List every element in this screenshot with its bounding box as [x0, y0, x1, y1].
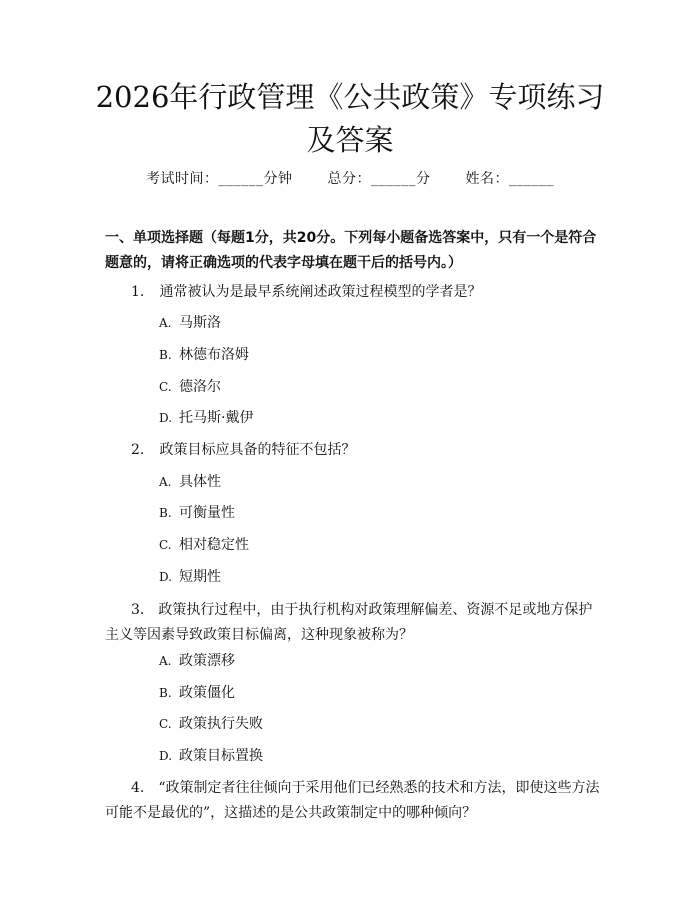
option-1c [159, 377, 221, 397]
option-text: 相对稳定性 [179, 537, 249, 553]
option-letter: D. [159, 570, 173, 584]
option-letter: B. [159, 348, 172, 362]
option-text: 政策漂移 [179, 653, 235, 669]
question-text: 通常被认为是最早系统阐述政策过程模型的学者是？ [159, 284, 482, 300]
option-1d [159, 408, 253, 428]
option-letter: B. [159, 506, 172, 520]
question-text: 政策目标应具备的特征不包括？ [159, 442, 356, 458]
option-3c [159, 714, 263, 734]
exam-info [0, 168, 700, 188]
question-number: 1. [131, 284, 145, 300]
option-1a [159, 313, 221, 333]
option-text: 可衡量性 [179, 505, 235, 521]
option-text: 托马斯·戴伊 [179, 410, 254, 426]
option-2b [159, 503, 235, 523]
question-number: 2. [131, 442, 145, 458]
option-3d [159, 746, 263, 766]
option-text: 政策目标置换 [179, 748, 263, 764]
option-letter: C. [159, 380, 172, 394]
option-text: 政策执行失败 [179, 716, 263, 732]
option-3b [159, 683, 235, 703]
section-heading: 一、单项选择题（每题1分，共20分。下列每小题备选答案中，只有一个是符合题意的，请将正确选项的代表字母填在题干后的括号内。） [105, 230, 597, 271]
option-1b [159, 345, 249, 365]
option-letter: C. [159, 538, 172, 552]
option-text: 具体性 [179, 474, 221, 490]
option-2c [159, 535, 249, 555]
question-3: 3. 政策执行过程中，由于执行机构对政策理解偏差、资源不足或地方保护主义等因素导致政策目标偏离，这种现象被称为？ [105, 602, 593, 643]
document-title: 2026年行政管理《公共政策》专项练习及答案 [95, 80, 605, 157]
option-letter: A. [159, 475, 172, 489]
question-2 [105, 438, 605, 463]
option-letter: A. [159, 316, 172, 330]
option-letter: D. [159, 749, 173, 763]
option-2d [159, 567, 221, 587]
option-text: 马斯洛 [179, 315, 221, 331]
question-1 [105, 280, 605, 305]
option-3a [159, 651, 235, 671]
option-2a [159, 472, 221, 492]
question-4: 4. “政策制定者往往倾向于采用他们已经熟悉的技术和方法，即使这些方法可能不是最优的”，这描述的是公共政策制定中的哪种倾向？ [105, 780, 600, 821]
option-text: 林德布洛姆 [179, 347, 249, 363]
option-text: 政策僵化 [179, 685, 235, 701]
exam-time-field: 考试时间：______分钟 [146, 171, 293, 187]
option-letter: C. [159, 717, 172, 731]
option-text: 短期性 [179, 569, 221, 585]
option-letter: D. [159, 411, 173, 425]
option-letter: B. [159, 686, 172, 700]
option-letter: A. [159, 654, 172, 668]
name-field: 姓名：______ [465, 171, 554, 187]
option-text: 德洛尔 [179, 379, 221, 395]
total-score-field: 总分：______分 [327, 171, 431, 187]
